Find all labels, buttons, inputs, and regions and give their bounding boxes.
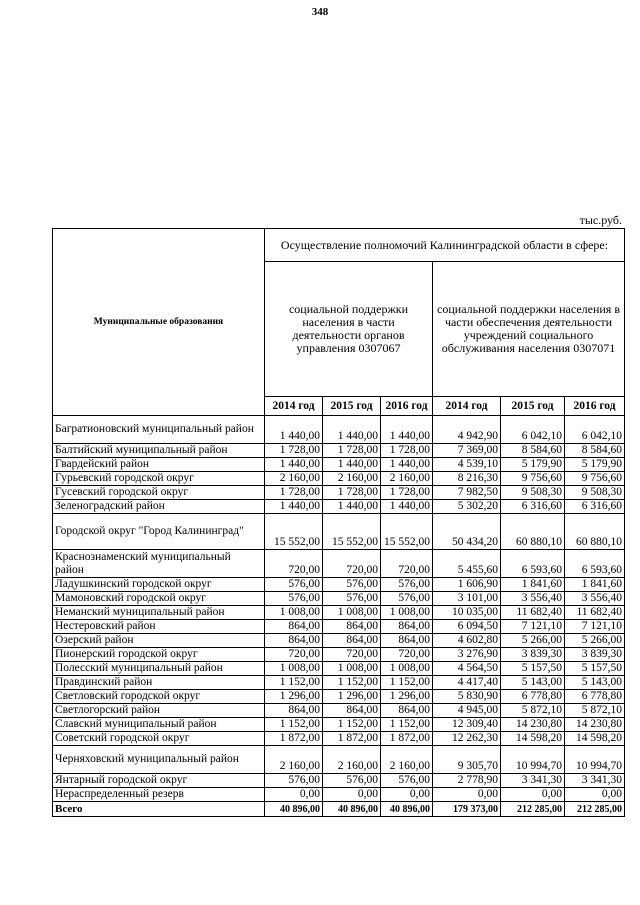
value-cell: 3 839,30 [565, 648, 625, 662]
table-row [53, 416, 625, 444]
value-cell: 1 440,00 [381, 416, 433, 444]
value-cell: 1 728,00 [381, 444, 433, 458]
value-cell: 11 682,40 [501, 606, 565, 620]
value-cell: 864,00 [381, 704, 433, 718]
value-cell: 1 841,60 [565, 578, 625, 592]
table-row [53, 746, 625, 774]
value-cell: 7 369,00 [433, 444, 501, 458]
value-cell: 40 896,00 [323, 802, 381, 817]
value-cell: 1 728,00 [323, 444, 381, 458]
value-cell: 4 417,40 [433, 676, 501, 690]
year-header: 2014 год [433, 397, 501, 416]
value-cell: 14 598,20 [501, 732, 565, 746]
value-cell: 5 143,00 [501, 676, 565, 690]
value-cell: 6 316,60 [501, 500, 565, 514]
table-row [53, 458, 625, 472]
value-cell: 2 160,00 [323, 472, 381, 486]
table-row [53, 732, 625, 746]
value-cell: 1 872,00 [323, 732, 381, 746]
value-cell: 50 434,20 [433, 514, 501, 550]
table-row [53, 514, 625, 550]
value-cell: 720,00 [323, 550, 381, 578]
table-row [53, 788, 625, 802]
table-row [53, 550, 625, 578]
value-cell: 1 296,00 [323, 690, 381, 704]
table-row [53, 690, 625, 704]
value-cell: 8 584,60 [501, 444, 565, 458]
value-cell: 6 593,60 [501, 550, 565, 578]
value-cell: 576,00 [323, 578, 381, 592]
value-cell: 1 728,00 [265, 486, 323, 500]
value-cell: 6 316,60 [565, 500, 625, 514]
value-cell: 6 042,10 [565, 416, 625, 444]
table-row [53, 606, 625, 620]
municipality-name: Нераспределенный резерв [53, 788, 265, 802]
value-cell: 6 042,10 [501, 416, 565, 444]
table-row [53, 500, 625, 514]
value-cell: 10 994,70 [501, 746, 565, 774]
value-cell: 1 008,00 [265, 606, 323, 620]
table-body [53, 416, 625, 817]
value-cell: 40 896,00 [265, 802, 323, 817]
value-cell: 8 584,60 [565, 444, 625, 458]
value-cell: 5 157,50 [501, 662, 565, 676]
value-cell: 5 830,90 [433, 690, 501, 704]
value-cell: 864,00 [381, 634, 433, 648]
value-cell: 1 008,00 [381, 662, 433, 676]
budget-table [52, 228, 625, 817]
value-cell: 3 341,30 [565, 774, 625, 788]
value-cell: 212 285,00 [501, 802, 565, 817]
value-cell: 2 160,00 [265, 472, 323, 486]
value-cell: 864,00 [323, 634, 381, 648]
value-cell: 4 942,90 [433, 416, 501, 444]
value-cell: 720,00 [381, 550, 433, 578]
municipality-name: Краснознаменский муниципальный район [53, 550, 265, 578]
value-cell: 720,00 [265, 550, 323, 578]
year-header: 2014 год [265, 397, 323, 416]
year-header: 2016 год [381, 397, 433, 416]
value-cell: 3 101,00 [433, 592, 501, 606]
value-cell: 1 606,90 [433, 578, 501, 592]
municipality-name: Советский городской округ [53, 732, 265, 746]
table-row [53, 774, 625, 788]
value-cell: 4 539,10 [433, 458, 501, 472]
municipality-name: Полесский муниципальный район [53, 662, 265, 676]
value-cell: 60 880,10 [501, 514, 565, 550]
value-cell: 5 872,10 [501, 704, 565, 718]
value-cell: 1 872,00 [265, 732, 323, 746]
value-cell: 2 160,00 [323, 746, 381, 774]
value-cell: 5 179,90 [501, 458, 565, 472]
value-cell: 8 216,30 [433, 472, 501, 486]
value-cell: 4 602,80 [433, 634, 501, 648]
value-cell: 1 440,00 [381, 500, 433, 514]
value-cell: 5 179,90 [565, 458, 625, 472]
value-cell: 576,00 [323, 592, 381, 606]
year-header: 2015 год [501, 397, 565, 416]
value-cell: 1 152,00 [323, 676, 381, 690]
municipality-name: Правдинский район [53, 676, 265, 690]
value-cell: 12 262,30 [433, 732, 501, 746]
value-cell: 4 945,00 [433, 704, 501, 718]
value-cell: 576,00 [323, 774, 381, 788]
value-cell: 1 440,00 [323, 416, 381, 444]
value-cell: 14 230,80 [501, 718, 565, 732]
value-cell: 1 841,60 [501, 578, 565, 592]
value-cell: 0,00 [565, 788, 625, 802]
value-cell: 212 285,00 [565, 802, 625, 817]
municipality-name: Янтарный городской округ [53, 774, 265, 788]
table-row [53, 578, 625, 592]
value-cell: 1 296,00 [381, 690, 433, 704]
value-cell: 2 778,90 [433, 774, 501, 788]
municipality-name: Гусевский городской округ [53, 486, 265, 500]
value-cell: 6 593,60 [565, 550, 625, 578]
table-row [53, 620, 625, 634]
value-cell: 1 728,00 [323, 486, 381, 500]
value-cell: 7 121,10 [501, 620, 565, 634]
column-header-municipal: Муниципальные образования [53, 229, 265, 416]
value-cell: 1 152,00 [381, 676, 433, 690]
value-cell: 9 756,60 [501, 472, 565, 486]
value-cell: 40 896,00 [381, 802, 433, 817]
value-cell: 576,00 [381, 578, 433, 592]
value-cell: 720,00 [265, 648, 323, 662]
year-header: 2016 год [565, 397, 625, 416]
table-row [53, 634, 625, 648]
value-cell: 7 982,50 [433, 486, 501, 500]
municipality-name: Багратионовский муниципальный район [53, 416, 265, 444]
page-number: 348 [311, 6, 329, 18]
table-row [53, 662, 625, 676]
table-row [53, 676, 625, 690]
value-cell: 1 008,00 [323, 662, 381, 676]
municipality-name: Мамоновский городской округ [53, 592, 265, 606]
value-cell: 1 872,00 [381, 732, 433, 746]
value-cell: 5 302,20 [433, 500, 501, 514]
value-cell: 15 552,00 [381, 514, 433, 550]
value-cell: 864,00 [323, 620, 381, 634]
value-cell: 576,00 [265, 592, 323, 606]
table-row [53, 704, 625, 718]
value-cell: 1 440,00 [381, 458, 433, 472]
header-group-1: социальной поддержки населения в части деятельности органов управления 0307067 [265, 262, 433, 397]
value-cell: 14 598,20 [565, 732, 625, 746]
value-cell: 1 440,00 [323, 500, 381, 514]
value-cell: 7 121,10 [565, 620, 625, 634]
value-cell: 864,00 [265, 620, 323, 634]
year-header: 2015 год [323, 397, 381, 416]
table-row [53, 648, 625, 662]
value-cell: 10 994,70 [565, 746, 625, 774]
value-cell: 2 160,00 [381, 746, 433, 774]
value-cell: 576,00 [265, 578, 323, 592]
value-cell: 12 309,40 [433, 718, 501, 732]
value-cell: 2 160,00 [381, 472, 433, 486]
value-cell: 15 552,00 [265, 514, 323, 550]
municipality-name: Черняховский муниципальный район [53, 746, 265, 774]
value-cell: 864,00 [323, 704, 381, 718]
value-cell: 1 152,00 [265, 718, 323, 732]
value-cell: 3 556,40 [501, 592, 565, 606]
value-cell: 0,00 [265, 788, 323, 802]
value-cell: 1 296,00 [265, 690, 323, 704]
value-cell: 1 440,00 [323, 458, 381, 472]
value-cell: 5 455,60 [433, 550, 501, 578]
value-cell: 1 008,00 [381, 606, 433, 620]
units-label: тыс.руб. [579, 213, 622, 227]
value-cell: 1 008,00 [323, 606, 381, 620]
value-cell: 576,00 [265, 774, 323, 788]
value-cell: 576,00 [381, 774, 433, 788]
municipality-name: Гурьевский городской округ [53, 472, 265, 486]
header-group-2: социальной поддержки населения в части обеспечения деятельности учреждений социального обслуживания населения 0307071 [433, 262, 625, 397]
value-cell: 864,00 [265, 634, 323, 648]
value-cell: 11 682,40 [565, 606, 625, 620]
municipality-name: Гвардейский район [53, 458, 265, 472]
value-cell: 9 756,60 [565, 472, 625, 486]
value-cell: 1 440,00 [265, 500, 323, 514]
value-cell: 5 266,00 [501, 634, 565, 648]
value-cell: 1 728,00 [381, 486, 433, 500]
value-cell: 3 556,40 [565, 592, 625, 606]
value-cell: 15 552,00 [323, 514, 381, 550]
total-row [53, 802, 625, 817]
value-cell: 4 564,50 [433, 662, 501, 676]
table-row [53, 486, 625, 500]
value-cell: 1 152,00 [265, 676, 323, 690]
value-cell: 3 341,30 [501, 774, 565, 788]
value-cell: 10 035,00 [433, 606, 501, 620]
value-cell: 1 008,00 [265, 662, 323, 676]
value-cell: 1 440,00 [265, 416, 323, 444]
value-cell: 5 872,10 [565, 704, 625, 718]
value-cell: 864,00 [381, 620, 433, 634]
municipality-name: Городской округ "Город Калининград" [53, 514, 265, 550]
municipality-name: Славский муниципальный район [53, 718, 265, 732]
value-cell: 5 157,50 [565, 662, 625, 676]
value-cell: 5 143,00 [565, 676, 625, 690]
value-cell: 9 508,30 [565, 486, 625, 500]
municipality-name: Ладушкинский городской округ [53, 578, 265, 592]
table-row [53, 718, 625, 732]
value-cell: 6 778,80 [565, 690, 625, 704]
value-cell: 5 266,00 [565, 634, 625, 648]
header-top-label: Осуществление полномочий Калининградской области в сфере: [265, 229, 625, 262]
value-cell: 9 508,30 [501, 486, 565, 500]
municipality-name: Светловский городской округ [53, 690, 265, 704]
value-cell: 1 152,00 [323, 718, 381, 732]
value-cell: 0,00 [433, 788, 501, 802]
table-row [53, 592, 625, 606]
value-cell: 2 160,00 [265, 746, 323, 774]
value-cell: 3 276,90 [433, 648, 501, 662]
value-cell: 576,00 [381, 592, 433, 606]
value-cell: 0,00 [381, 788, 433, 802]
municipality-name: Светлогорский район [53, 704, 265, 718]
value-cell: 720,00 [323, 648, 381, 662]
value-cell: 720,00 [381, 648, 433, 662]
value-cell: 6 094,50 [433, 620, 501, 634]
value-cell: 3 839,30 [501, 648, 565, 662]
municipality-name: Пионерский городской округ [53, 648, 265, 662]
value-cell: 179 373,00 [433, 802, 501, 817]
municipality-name: Озерский район [53, 634, 265, 648]
municipality-name: Всего [53, 802, 265, 817]
value-cell: 6 778,80 [501, 690, 565, 704]
value-cell: 1 440,00 [265, 458, 323, 472]
municipality-name: Нестеровский район [53, 620, 265, 634]
value-cell: 9 305,70 [433, 746, 501, 774]
municipality-name: Зеленоградский район [53, 500, 265, 514]
value-cell: 0,00 [323, 788, 381, 802]
value-cell: 0,00 [501, 788, 565, 802]
municipality-name: Балтийский муниципальный район [53, 444, 265, 458]
value-cell: 60 880,10 [565, 514, 625, 550]
municipality-name: Неманский муниципальный район [53, 606, 265, 620]
value-cell: 864,00 [265, 704, 323, 718]
table-row [53, 444, 625, 458]
value-cell: 1 728,00 [265, 444, 323, 458]
value-cell: 14 230,80 [565, 718, 625, 732]
value-cell: 1 152,00 [381, 718, 433, 732]
table-row [53, 472, 625, 486]
